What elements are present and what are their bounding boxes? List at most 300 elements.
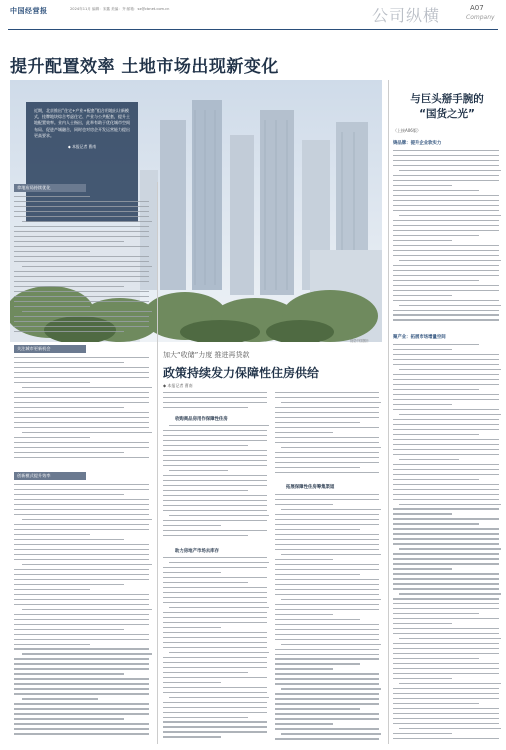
body-text-line [14, 357, 149, 358]
body-text-line [275, 683, 379, 684]
body-text-line [14, 529, 149, 530]
body-text-line [275, 614, 333, 615]
body-text-line [393, 225, 499, 226]
body-text-line [163, 592, 267, 593]
body-text-line [393, 205, 499, 206]
body-text-line [14, 321, 149, 322]
body-text-line [14, 447, 149, 448]
body-text-line [163, 712, 267, 713]
body-text-line [163, 485, 267, 486]
body-text-line [393, 319, 499, 320]
body-text-line [399, 260, 501, 261]
body-text-line [275, 397, 379, 398]
body-text-line [393, 434, 479, 435]
body-text-line [275, 417, 379, 418]
body-text-line [393, 210, 499, 211]
body-text-line [275, 574, 360, 575]
body-text-line [399, 215, 501, 216]
body-text-line [163, 721, 267, 722]
body-text-line [14, 489, 149, 490]
body-text-line [22, 432, 152, 433]
body-text-line [275, 663, 360, 664]
body-text-line [275, 437, 379, 438]
body-text-line [163, 572, 221, 573]
body-text-line [14, 509, 149, 510]
header-rule [8, 29, 498, 30]
body-text-line [14, 442, 149, 443]
body-text-line [393, 698, 499, 699]
body-text-line [393, 150, 499, 151]
body-text-line [14, 499, 149, 500]
body-text-line [163, 662, 267, 663]
body-text-line [163, 622, 267, 623]
body-text-line [393, 484, 499, 485]
body-text-line [275, 544, 379, 545]
body-text-line [22, 609, 152, 610]
body-text-line [163, 731, 267, 732]
body-text-line [14, 427, 149, 428]
body-text-line [275, 639, 379, 640]
body-text-line [393, 160, 499, 161]
body-text-line [14, 688, 149, 689]
body-text-line [14, 579, 149, 580]
body-text-line [163, 465, 267, 466]
body-text-line [393, 285, 499, 286]
body-text-line [393, 220, 499, 221]
body-text-line [275, 432, 333, 433]
body-text-line [14, 246, 149, 247]
body-text-line [14, 231, 149, 232]
body-text-line [275, 698, 379, 699]
body-text-line [14, 291, 149, 292]
body-text-line [393, 608, 499, 609]
body-text-line [393, 280, 479, 281]
body-text-line [14, 271, 149, 272]
right-subhead-2: 聚产业：拓展市场增量空间 [393, 335, 446, 340]
body-text-line [163, 490, 248, 491]
body-text-line [399, 593, 501, 594]
body-text-line [393, 235, 479, 236]
body-text-line [393, 553, 499, 554]
body-text-line [275, 604, 379, 605]
body-text-line [393, 653, 499, 654]
body-text-line [275, 649, 379, 650]
body-text-line [14, 407, 124, 408]
body-text-line [393, 265, 499, 266]
body-text-line [275, 579, 379, 580]
body-text-line [163, 450, 267, 451]
subhead-3: 创新模式提升效率 [14, 472, 86, 480]
body-text-line [275, 634, 379, 635]
body-text-line [393, 518, 499, 519]
body-text-line [393, 349, 452, 350]
body-text-line [393, 633, 499, 634]
body-text-line [393, 673, 499, 674]
body-text-line [393, 300, 499, 301]
body-text-line [275, 549, 379, 550]
body-text-line [14, 382, 90, 383]
body-text-line [275, 524, 379, 525]
body-text-line [393, 718, 499, 719]
body-text-line [275, 529, 360, 530]
body-text-line [393, 310, 499, 311]
body-text-line [163, 692, 267, 693]
body-text-line [393, 270, 499, 271]
body-text-line [275, 519, 379, 520]
body-text-line [163, 397, 267, 398]
body-text-line [393, 588, 499, 589]
body-text-line [14, 201, 149, 202]
body-text-line [399, 683, 501, 684]
body-text-line [399, 459, 458, 460]
middle-col2-text-1 [275, 392, 381, 478]
body-text-line [14, 226, 149, 227]
body-text-line [393, 688, 499, 689]
left-column-text-2 [14, 357, 152, 465]
body-text-line [169, 652, 269, 653]
main-headline: 提升配置效率 土地市场出现新变化 [10, 57, 279, 77]
body-text-line [169, 607, 269, 608]
body-text-line [393, 648, 499, 649]
body-text-line [14, 457, 149, 458]
body-text-line [393, 658, 479, 659]
body-text-line [393, 628, 499, 629]
body-text-line [163, 392, 267, 393]
body-text-line [163, 717, 248, 718]
body-text-line [393, 389, 479, 390]
column-divider-left [157, 182, 158, 744]
body-text-line [275, 392, 379, 393]
body-text-line [393, 523, 479, 524]
body-text-line [393, 598, 499, 599]
body-text-line [163, 505, 267, 506]
body-text-line [393, 513, 452, 514]
body-text-line [163, 667, 267, 668]
body-text-line [14, 372, 149, 373]
body-text-line [163, 567, 267, 568]
body-text-line [393, 364, 499, 365]
body-text-line [14, 703, 149, 704]
body-text-line [399, 504, 501, 505]
body-text-line [14, 514, 149, 515]
body-text-line [14, 574, 149, 575]
right-column-text-2 [393, 344, 501, 744]
body-text-line [14, 723, 149, 724]
body-text-line [393, 250, 499, 251]
middle-subhead-2: 助力房地产市场去库存 [175, 549, 219, 554]
body-text-line [14, 417, 149, 418]
body-text-line [14, 377, 149, 378]
body-text-line [14, 539, 124, 540]
body-text-line [399, 170, 501, 171]
body-text-line [14, 658, 149, 659]
body-text-line [399, 369, 501, 370]
body-text-line [393, 663, 499, 664]
body-text-line [275, 718, 379, 719]
body-text-line [163, 535, 248, 536]
body-text-line [393, 533, 499, 534]
body-text-line [163, 647, 267, 648]
body-text-line [393, 175, 499, 176]
body-text-line [393, 708, 499, 709]
subhead-1: 拿地布局持续优化 [14, 184, 86, 192]
body-text-line [393, 528, 499, 529]
body-text-line [393, 464, 499, 465]
subhead-2: 关注城市更新机会 [14, 345, 86, 353]
body-text-line [163, 500, 267, 501]
body-text-line [14, 559, 149, 560]
body-text-line [14, 362, 124, 363]
body-text-line [22, 221, 152, 222]
body-text-line [14, 236, 149, 237]
right-article-continuation: （上接A06版） [393, 128, 421, 133]
lead-byline: ◆ 本报记者 曹南 [67, 144, 97, 150]
body-text-line [399, 414, 501, 415]
body-text-line [14, 306, 90, 307]
body-text-line [163, 402, 267, 403]
body-text-line [393, 290, 499, 291]
body-text-line [14, 728, 149, 729]
body-text-line [14, 594, 149, 595]
body-text-line [14, 241, 124, 242]
body-text-line [163, 672, 248, 673]
body-text-line [281, 509, 381, 510]
body-text-line [275, 442, 379, 443]
body-text-line [393, 409, 499, 410]
body-text-line [275, 693, 379, 694]
body-text-line [399, 638, 501, 639]
left-column-text-1 [14, 196, 152, 339]
body-text-line [393, 419, 499, 420]
body-text-line [163, 736, 221, 737]
body-text-line [163, 510, 267, 511]
body-text-line [14, 196, 90, 197]
body-text-line [275, 703, 379, 704]
body-text-line [163, 702, 267, 703]
body-text-line [163, 687, 267, 688]
body-text-line [275, 673, 379, 674]
body-text-line [14, 296, 149, 297]
body-text-line [163, 480, 267, 481]
body-text-line [163, 475, 267, 476]
right-column-text-1 [393, 150, 501, 326]
body-text-line [275, 504, 333, 505]
middle-title: 政策持续发力保障性住房供给 [163, 366, 320, 380]
body-text-line [393, 494, 499, 495]
body-text-line [393, 508, 499, 509]
body-text-line [163, 520, 267, 521]
body-text-line [14, 524, 149, 525]
body-text-line [393, 200, 499, 201]
body-text-line [14, 397, 149, 398]
body-text-line [393, 404, 452, 405]
body-text-line [163, 455, 267, 456]
body-text-line [14, 639, 149, 640]
body-text-line [14, 216, 149, 217]
body-text-line [393, 693, 499, 694]
body-text-line [14, 251, 90, 252]
body-text-line [275, 534, 379, 535]
body-text-line [393, 573, 499, 574]
body-text-line [163, 632, 267, 633]
body-text-line [14, 206, 149, 207]
body-text-line [14, 534, 90, 535]
body-text-line [393, 439, 499, 440]
body-text-line [393, 618, 499, 619]
body-text-line [14, 708, 149, 709]
body-text-line [14, 484, 149, 485]
body-text-line [393, 354, 499, 355]
masthead [0, 0, 506, 25]
body-text-line [14, 589, 90, 590]
body-text-line [163, 726, 267, 727]
body-text-line [163, 707, 267, 708]
newspaper-logo: 中国经营报 [10, 7, 48, 15]
body-text-line [14, 554, 149, 555]
body-text-line [281, 447, 381, 448]
middle-col1-intro [163, 392, 269, 412]
body-text-line [275, 629, 379, 630]
body-text-line [393, 563, 499, 564]
middle-col1-text-1 [163, 425, 269, 543]
body-text-line [399, 548, 501, 549]
body-text-line [281, 644, 381, 645]
body-text-line [22, 311, 152, 312]
body-text-line [393, 558, 499, 559]
right-article-title [393, 92, 501, 122]
body-text-line [275, 619, 360, 620]
column-divider-right [388, 80, 389, 744]
body-text-line [14, 648, 149, 649]
body-text-line [393, 578, 499, 579]
body-text-line [169, 515, 269, 516]
body-text-line [14, 614, 149, 615]
body-text-line [393, 643, 499, 644]
body-text-line [393, 165, 499, 166]
body-text-line [163, 577, 267, 578]
body-text-line [14, 504, 149, 505]
body-text-line [14, 683, 149, 684]
lead-text: 近期，北京推出“住宅+产业+配套”组合用地出让新模式，挂牌地块综合考虑住宅、产业与公共配套，提升土地配置效率。业内人士指出，此举有助于优化城市空间布局、促进产城融合，同时也对房企开发运营能力提出更高要求。 [34, 108, 130, 138]
left-column-text-3 [14, 484, 152, 742]
body-text-line [14, 668, 149, 669]
page-number: A07 [470, 4, 484, 12]
body-text-line [169, 697, 269, 698]
middle-col2-text-2 [275, 494, 381, 744]
body-text-line [393, 295, 452, 296]
body-text-line [163, 617, 267, 618]
body-text-line [393, 190, 479, 191]
body-text-line [393, 275, 499, 276]
body-text-line [275, 427, 379, 428]
body-text-line [14, 693, 149, 694]
body-text-line [163, 435, 267, 436]
body-text-line [163, 530, 267, 531]
body-text-line [275, 668, 333, 669]
body-text-line [163, 682, 221, 683]
body-text-line [275, 609, 379, 610]
body-text-line [14, 584, 124, 585]
body-text-line [163, 582, 248, 583]
body-text-line [281, 733, 381, 734]
body-text-line [14, 452, 124, 453]
body-text-line [275, 462, 379, 463]
body-text-line [393, 623, 452, 624]
body-text-line [393, 180, 499, 181]
body-text-line [275, 539, 379, 540]
body-text-line [22, 564, 152, 565]
body-text-line [163, 495, 267, 496]
body-text-line [275, 589, 379, 590]
body-text-line [393, 568, 452, 569]
body-text-line [275, 452, 379, 453]
body-text-line [275, 624, 379, 625]
body-text-line [393, 195, 499, 196]
body-text-line [393, 359, 499, 360]
body-text-line [14, 437, 90, 438]
body-text-line [275, 654, 379, 655]
body-text-line [393, 379, 499, 380]
body-text-line [14, 549, 149, 550]
body-text-line [393, 424, 499, 425]
body-text-line [14, 412, 149, 413]
body-text-line [275, 738, 379, 739]
body-text-line [14, 629, 124, 630]
body-text-line [393, 499, 499, 500]
body-text-line [22, 266, 152, 267]
body-text-line [275, 658, 379, 659]
middle-article-headline [163, 350, 363, 381]
body-text-line [163, 460, 267, 461]
section-title-en: Company [466, 14, 495, 21]
body-text-line [14, 733, 149, 734]
body-text-line [163, 407, 248, 408]
body-text-line [281, 402, 381, 403]
body-text-line [14, 713, 149, 714]
body-text-line [14, 422, 149, 423]
body-text-line [169, 425, 269, 426]
body-text-line [275, 559, 333, 560]
body-text-line [393, 668, 499, 669]
body-text-line [393, 479, 479, 480]
body-text-line [393, 230, 499, 231]
middle-col1-text-2 [163, 557, 269, 744]
body-text-line [14, 211, 149, 212]
body-text-line [14, 276, 149, 277]
body-text-line [393, 678, 452, 679]
body-text-line [393, 723, 499, 724]
body-text-line [22, 519, 152, 520]
body-text-line [275, 723, 333, 724]
right-subhead-1: 铸品牌：提升企业软实力 [393, 141, 442, 146]
body-text-line [14, 604, 149, 605]
body-text-line [275, 564, 379, 565]
body-text-line [14, 644, 90, 645]
body-text-line [393, 185, 452, 186]
body-text-line [163, 612, 267, 613]
body-text-line [163, 525, 221, 526]
body-text-line [163, 677, 267, 678]
body-text-line [275, 457, 379, 458]
body-text-line [393, 155, 499, 156]
body-text-line [169, 562, 269, 563]
body-text-line [393, 583, 499, 584]
body-text-line [393, 603, 499, 604]
body-text-line [393, 738, 499, 739]
body-text-line [14, 286, 124, 287]
body-text-line [14, 402, 149, 403]
body-text-line [163, 587, 267, 588]
